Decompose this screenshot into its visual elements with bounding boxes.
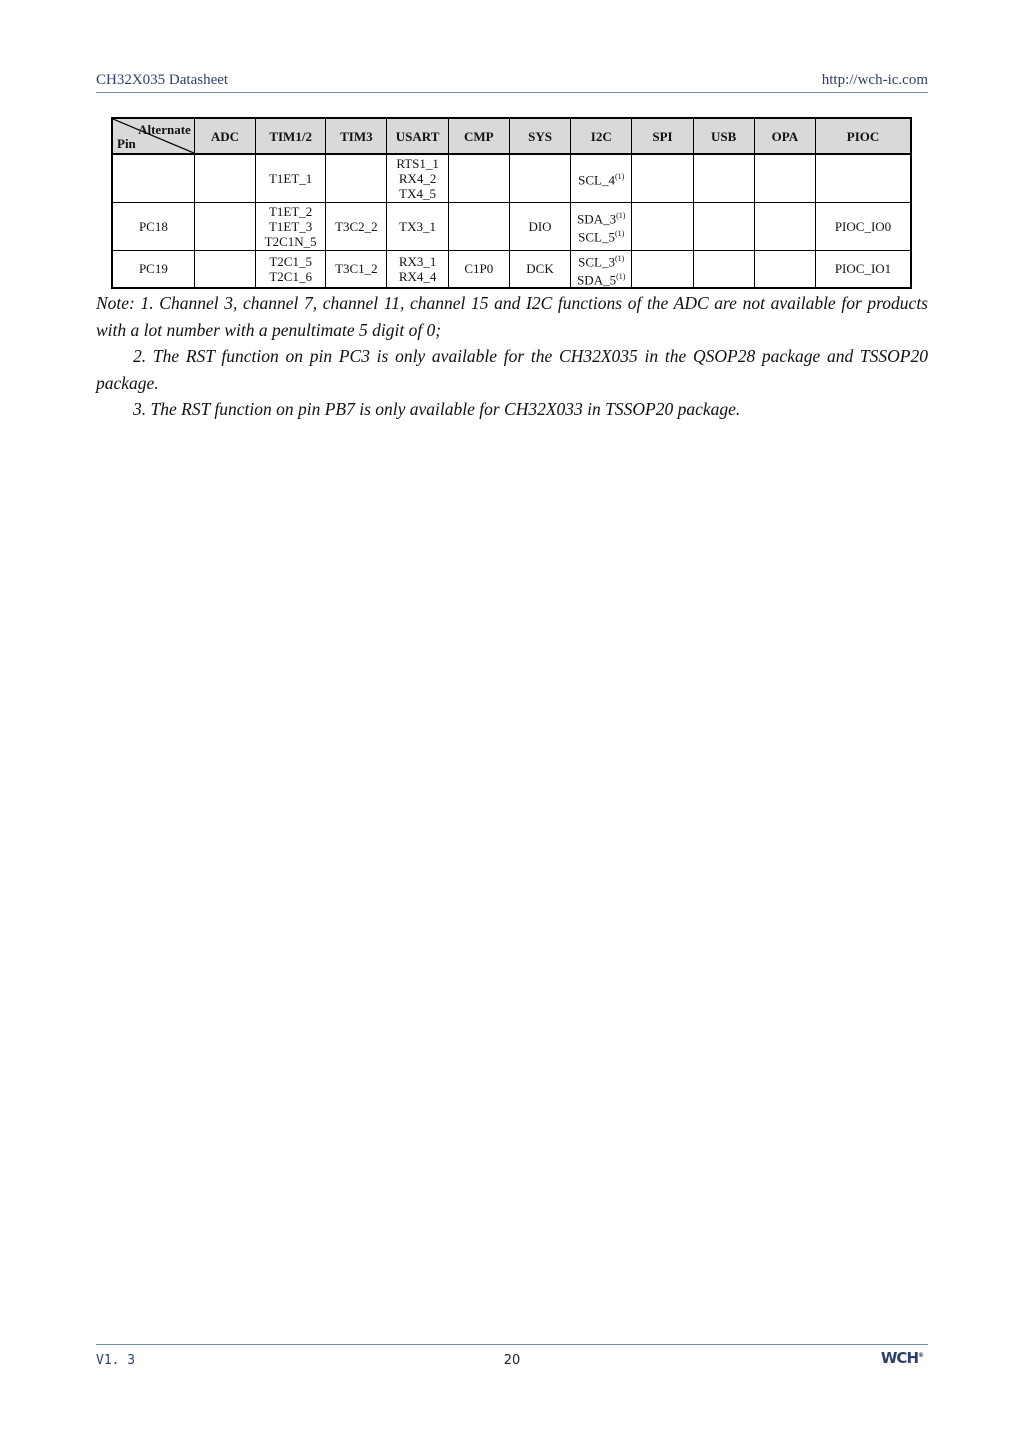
column-header: SPI (632, 118, 693, 154)
footnote-marker: (1) (615, 253, 625, 263)
page-number: 20 (503, 1353, 521, 1368)
cell-line: RX4_4 (398, 268, 437, 284)
tim3-cell: T3C2_2 (326, 202, 387, 250)
adc-cell (194, 154, 255, 202)
cell-line: SDA_3$^{(1)}$ (577, 210, 626, 226)
note-1: Note: 1. Channel 3, channel 7, channel 11, channel 15 and I2C functions of the ADC are not available for products with a lot number with a penultimate 5 digit of 0; (96, 293, 928, 340)
sys-cell: DIO (509, 202, 570, 250)
cell-line: T2C1_5 (269, 253, 312, 269)
tim12-cell (256, 154, 326, 202)
column-header: SYS (509, 118, 570, 154)
pioc-cell (816, 154, 911, 202)
tim3-cell: T3C1_2 (326, 250, 387, 288)
footnote-marker: (1) (616, 271, 626, 281)
cmp-cell: C1P0 (448, 250, 509, 288)
table-row (112, 250, 911, 288)
i2c-cell (571, 250, 632, 288)
pioc-cell: PIOC_IO1 (816, 250, 911, 288)
column-header: TIM3 (326, 118, 387, 154)
usb-cell (693, 250, 754, 288)
opa-cell (754, 202, 815, 250)
cell-line: RX3_1 (398, 253, 437, 269)
table-notes (96, 290, 928, 423)
cell-line: T1ET_3 (268, 218, 313, 234)
page-footer (96, 1344, 928, 1375)
table-row (112, 202, 911, 250)
cell-line: SCL_3$^{(1)}$ (578, 253, 625, 269)
cell-line: SCL_5$^{(1)}$ (578, 229, 625, 245)
column-header: CMP (448, 118, 509, 154)
column-header: I2C (571, 118, 632, 154)
table-header-row (112, 118, 911, 154)
usart-cell (387, 202, 448, 250)
cell-line: T2C1_6 (269, 268, 312, 284)
cmp-cell (448, 202, 509, 250)
cell-line: RX4_2 (398, 170, 437, 186)
wch-logo: WCH® (880, 1349, 924, 1367)
cell-line: SDA_5$^{(1)}$ (577, 271, 626, 288)
usb-cell (693, 202, 754, 250)
corner-pin-label: Pin (117, 136, 136, 151)
column-header: ADC (194, 118, 255, 154)
pioc-cell: PIOC_IO0 (816, 202, 911, 250)
page-header (96, 70, 928, 93)
document-title: CH32X035 Datasheet (96, 72, 229, 88)
corner-alternate-label: Alternate (138, 122, 191, 137)
column-header: USART (387, 118, 448, 154)
table-row (112, 154, 911, 202)
pin-cell: PC18 (112, 202, 194, 250)
corner-header-cell (112, 118, 194, 154)
cell-line: RTS1_1 (396, 155, 439, 171)
pin-cell (112, 154, 194, 202)
footnote-marker: (1) (615, 229, 625, 238)
cell-line: TX3_1 (399, 218, 437, 234)
i2c-cell (571, 154, 632, 202)
website-link[interactable]: http://wch-ic.com (821, 72, 928, 88)
alternate-function-table (111, 117, 912, 289)
tim3-cell (326, 154, 387, 202)
usart-cell (387, 250, 448, 288)
note-2: 2. The RST function on pin PC3 is only available for the CH32X035 in the QSOP28 package and TSSOP20 package. (96, 346, 928, 393)
pin-cell: PC19 (112, 250, 194, 288)
footnote-marker: (1) (616, 210, 626, 220)
logo-text: WCH (880, 1349, 918, 1367)
i2c-cell (571, 202, 632, 250)
note-3: 3. The RST function on pin PB7 is only available for CH32X033 in TSSOP20 package. (133, 399, 741, 419)
usart-cell (387, 154, 448, 202)
cell-line: T1ET_1 (268, 170, 313, 186)
cell-line: T1ET_2 (268, 203, 313, 219)
opa-cell (754, 250, 815, 288)
spi-cell (632, 202, 693, 250)
cell-line: SCL_4$^{(1)}$ (578, 172, 625, 188)
adc-cell (194, 202, 255, 250)
cmp-cell (448, 154, 509, 202)
column-header: PIOC (816, 118, 911, 154)
usb-cell (693, 154, 754, 202)
cell-line: TX4_5 (399, 185, 437, 201)
tim12-cell (256, 202, 326, 250)
spi-cell (632, 250, 693, 288)
column-header: TIM1/2 (256, 118, 326, 154)
opa-cell (754, 154, 815, 202)
spi-cell (632, 154, 693, 202)
cell-line: T2C1N_5 (264, 233, 317, 249)
column-header: USB (693, 118, 754, 154)
version-label: V1. 3 (96, 1353, 136, 1368)
footnote-marker: (1) (615, 172, 625, 182)
tim12-cell (256, 250, 326, 288)
sys-cell: DCK (509, 250, 570, 288)
sys-cell (509, 154, 570, 202)
column-header: OPA (754, 118, 815, 154)
adc-cell (194, 250, 255, 288)
